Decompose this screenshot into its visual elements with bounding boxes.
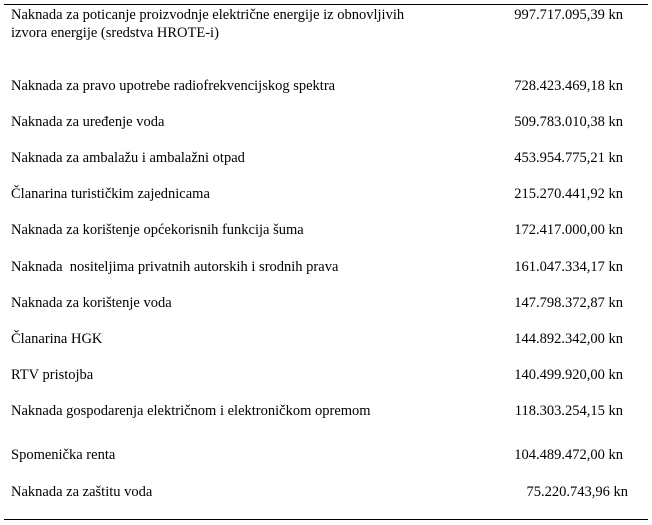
fee-label: RTV pristojba xyxy=(11,367,94,383)
fee-label: Naknada za pravo upotrebe radiofrekvencijskog spektra xyxy=(11,78,336,94)
fee-label: Naknada za zaštitu voda xyxy=(11,484,153,500)
fee-amount: 453.954.775,21 kn xyxy=(514,150,623,166)
fee-amount: 147.798.372,87 kn xyxy=(514,295,623,311)
fee-amount: 172.417.000,00 kn xyxy=(514,222,623,238)
fee-label: Naknada za uređenje voda xyxy=(11,114,165,130)
fee-label: Naknada za ambalažu i ambalažni otpad xyxy=(11,150,245,166)
fee-amount: 215.270.441,92 kn xyxy=(514,186,623,202)
fee-label: Naknada za korištenje voda xyxy=(11,295,172,311)
table-top-rule xyxy=(4,4,648,5)
fee-label: Spomenička renta xyxy=(11,447,116,463)
fee-amount: 75.220.743,96 kn xyxy=(526,484,628,500)
fee-amount: 997.717.095,39 kn xyxy=(514,7,623,23)
fee-label: Naknada nositeljima privatnih autorskih i srodnih prava xyxy=(11,259,339,275)
fee-label: Članarina HGK xyxy=(11,331,103,347)
fee-amount: 509.783.010,38 kn xyxy=(514,114,623,130)
fee-label: Naknada gospodarenja električnom i elektroničkom opremom xyxy=(11,403,371,419)
fee-amount: 728.423.469,18 kn xyxy=(514,78,623,94)
fee-label: Naknada za korištenje općekorisnih funkcija šuma xyxy=(11,222,304,238)
fee-label: Naknada za poticanje proizvodnje električne energije iz obnovljivih izvora energije (sredstva HROTE-i) xyxy=(11,7,408,41)
table-bottom-rule xyxy=(4,519,648,520)
fee-amount: 140.499.920,00 kn xyxy=(514,367,623,383)
fee-amount: 144.892.342,00 kn xyxy=(514,331,623,347)
fee-amount: 118.303.254,15 kn xyxy=(514,403,623,419)
fee-amount: 104.489.472,00 kn xyxy=(514,447,623,463)
fee-label: Članarina turističkim zajednicama xyxy=(11,186,210,202)
fee-amount: 161.047.334,17 kn xyxy=(514,259,623,275)
